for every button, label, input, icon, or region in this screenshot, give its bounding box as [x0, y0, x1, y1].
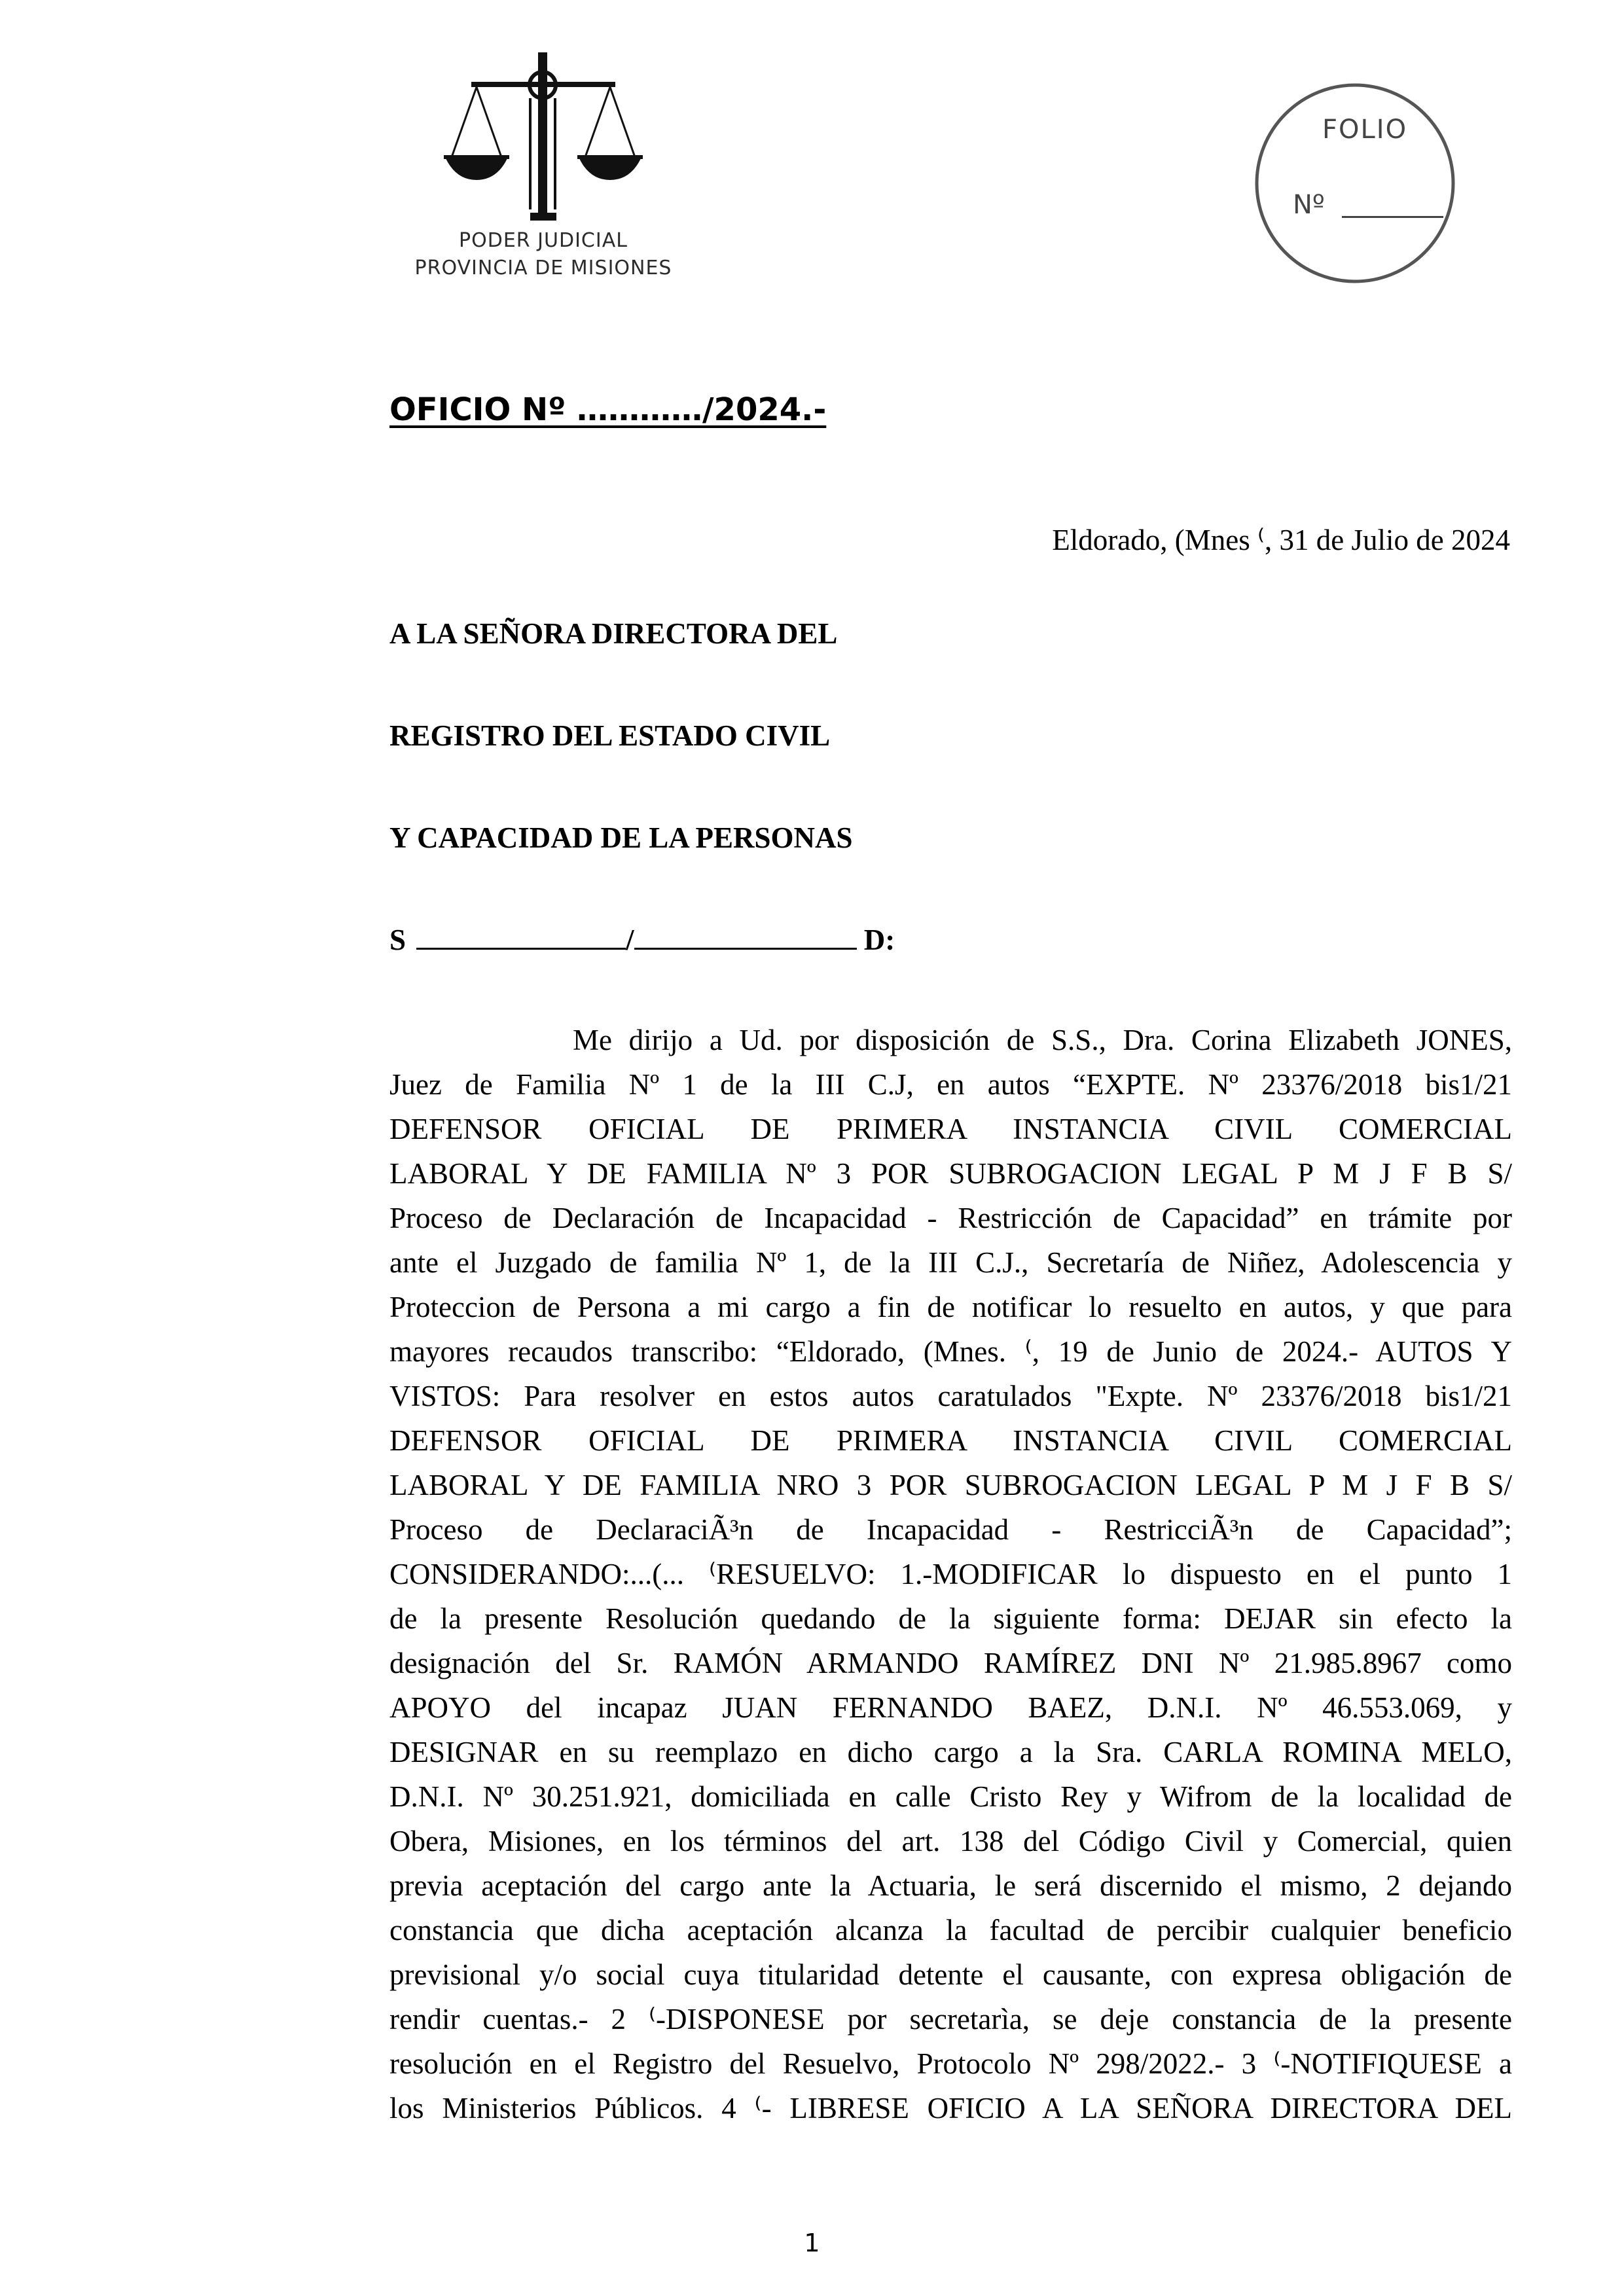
body-line: APOYO del incapaz JUAN FERNANDO BAEZ, D.N.I. Nº 46.553.069, y: [389, 1691, 1512, 1724]
addressee-line-1: A LA SEÑORA DIRECTORA DEL: [389, 617, 838, 650]
body-line: Proceso de Declaración de Incapacidad - Restricción de Capacidad” en trámite por: [389, 1202, 1512, 1234]
body-line: DESIGNAR en su reemplazo en dicho cargo a la Sra. CARLA ROMINA MELO,: [389, 1736, 1512, 1768]
sd-s: S: [389, 924, 406, 956]
folio-number-blank: [1342, 216, 1443, 218]
sd-slash: /: [626, 924, 634, 956]
body-line: LABORAL Y DE FAMILIA Nº 3 POR SUBROGACION LEGAL P M J F B S/: [389, 1157, 1512, 1190]
body-line: CONSIDERANDO:...(... ⁽RESUELVO: 1.-MODIFICAR lo dispuesto en el punto 1: [389, 1558, 1512, 1590]
date-line: Eldorado, (Mnes ⁽, 31 de Julio de 2024: [1052, 524, 1510, 556]
body-line: DEFENSOR OFICIAL DE PRIMERA INSTANCIA CIVIL COMERCIAL: [389, 1424, 1512, 1457]
sd-blank-2: [634, 941, 857, 950]
body-line: Proceso de DeclaraciÃ³n de Incapacidad - RestricciÃ³n de Capacidad”;: [389, 1513, 1512, 1546]
folio-label: FOLIO: [1322, 115, 1408, 145]
body-line: designación del Sr. RAMÓN ARMANDO RAMÍREZ DNI Nº 21.985.8967 como: [389, 1647, 1512, 1679]
salutation-sd: [389, 923, 895, 957]
folio-stamp: [1250, 75, 1460, 291]
page-number: 1: [804, 2229, 820, 2257]
folio-number-label: Nº: [1293, 190, 1325, 220]
addressee-line-3: Y CAPACIDAD DE LA PERSONAS: [389, 821, 853, 854]
body-line: mayores recaudos transcribo: “Eldorado, (Mnes. ⁽, 19 de Junio de 2024.- AUTOS Y: [389, 1335, 1512, 1368]
body-line: resolución en el Registro del Resuelvo, Protocolo Nº 298/2022.- 3 ⁽-NOTIFIQUESE a: [389, 2047, 1512, 2080]
body-line: D.N.I. Nº 30.251.921, domiciliada en calle Cristo Rey y Wifrom de la localidad de: [389, 1780, 1512, 1813]
body-line: Juez de Familia Nº 1 de la III C.J, en autos “EXPTE. Nº 23376/2018 bis1/21: [389, 1068, 1512, 1101]
body-line: los Ministerios Públicos. 4 ⁽- LIBRESE OFICIO A LA SEÑORA DIRECTORA DEL: [389, 2092, 1512, 2125]
body-line: DEFENSOR OFICIAL DE PRIMERA INSTANCIA CIVIL COMERCIAL: [389, 1113, 1512, 1145]
sd-blank-1: [416, 941, 626, 950]
logo-text-line-1: PODER JUDICIAL: [459, 229, 628, 252]
body-line: constancia que dicha aceptación alcanza la facultad de percibir cualquier beneficio: [389, 1914, 1512, 1946]
scales-of-justice-icon: [432, 39, 655, 229]
body-line: ante el Juzgado de familia Nº 1, de la III C.J., Secretaría de Niñez, Adolescencia y: [389, 1246, 1512, 1279]
sd-d: D:: [863, 924, 895, 956]
folio-circle: [1250, 75, 1460, 291]
body-line: Me dirijo a Ud. por disposición de S.S., Dra. Corina Elizabeth JONES,: [573, 1024, 1512, 1056]
body-line: Proteccion de Persona a mi cargo a fin de notificar lo resuelto en autos, y que para: [389, 1291, 1512, 1323]
body-line: rendir cuentas.- 2 ⁽-DISPONESE por secretarìa, se deje constancia de la presente: [389, 2003, 1512, 2036]
body-line: LABORAL Y DE FAMILIA NRO 3 POR SUBROGACION LEGAL P M J F B S/: [389, 1469, 1512, 1501]
body-line: VISTOS: Para resolver en estos autos caratulados "Expte. Nº 23376/2018 bis1/21: [389, 1380, 1512, 1412]
body-line: previa aceptación del cargo ante la Actuaria, le será discernido el mismo, 2 dejando: [389, 1869, 1512, 1902]
addressee-line-2: REGISTRO DEL ESTADO CIVIL: [389, 719, 831, 752]
court-logo: [406, 39, 681, 288]
body-line: de la presente Resolución quedando de la siguiente forma: DEJAR sin efecto la: [389, 1602, 1512, 1635]
body-paragraph: [389, 1018, 1512, 2130]
body-line: Obera, Misiones, en los términos del art. 138 del Código Civil y Comercial, quien: [389, 1825, 1512, 1857]
body-line: previsional y/o social cuya titularidad detente el causante, con expresa obligación de: [389, 1958, 1512, 1991]
document-title: OFICIO Nº …………/2024.-: [389, 391, 827, 428]
logo-text-line-2: PROVINCIA DE MISIONES: [414, 257, 672, 279]
